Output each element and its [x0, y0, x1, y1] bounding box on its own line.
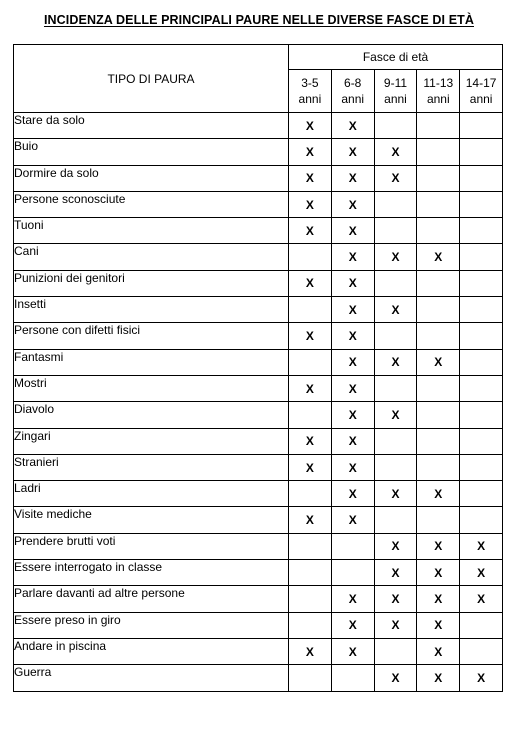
empty-cell [417, 165, 460, 191]
empty-cell [460, 165, 503, 191]
table-body [14, 113, 503, 692]
incidence-mark: X [289, 507, 332, 533]
fear-type-label: Essere interrogato in classe [14, 560, 289, 586]
fear-type-label: Punizioni dei genitori [14, 270, 289, 296]
empty-cell [460, 454, 503, 480]
table-row [14, 165, 503, 191]
age-range-value: 14-17 [465, 76, 497, 90]
empty-cell [289, 533, 332, 559]
fear-type-label: Parlare davanti ad altre persone [14, 586, 289, 612]
incidence-mark: X [289, 191, 332, 217]
incidence-mark: X [417, 638, 460, 664]
table-row [14, 113, 503, 139]
empty-cell [289, 586, 332, 612]
incidence-mark: X [374, 297, 417, 323]
empty-cell [374, 375, 417, 401]
incidence-mark: X [331, 375, 374, 401]
empty-cell [417, 402, 460, 428]
table-row [14, 139, 503, 165]
fear-type-label: Buio [14, 139, 289, 165]
empty-cell [460, 481, 503, 507]
age-range-value: 11-13 [423, 76, 454, 90]
fear-type-label: Persone sconosciute [14, 191, 289, 217]
fear-type-label: Diavolo [14, 402, 289, 428]
empty-cell [417, 375, 460, 401]
empty-cell [289, 349, 332, 375]
table-row [14, 560, 503, 586]
table-row [14, 638, 503, 664]
table-row [14, 586, 503, 612]
fear-type-label: Dormire da solo [14, 165, 289, 191]
empty-cell [417, 270, 460, 296]
empty-cell [460, 612, 503, 638]
empty-cell [417, 323, 460, 349]
fear-type-label: Persone con difetti fisici [14, 323, 289, 349]
empty-cell [460, 349, 503, 375]
age-range-value: 6-8 [344, 76, 362, 90]
empty-cell [289, 560, 332, 586]
incidence-mark: X [331, 586, 374, 612]
fear-type-label: Guerra [14, 665, 289, 691]
age-range-unit: anni [384, 92, 407, 106]
incidence-mark: X [331, 244, 374, 270]
incidence-mark: X [289, 165, 332, 191]
incidence-mark: X [289, 323, 332, 349]
incidence-mark: X [331, 270, 374, 296]
empty-cell [460, 375, 503, 401]
table-row [14, 297, 503, 323]
incidence-mark: X [417, 586, 460, 612]
incidence-mark: X [374, 139, 417, 165]
table-row [14, 428, 503, 454]
incidence-mark: X [331, 297, 374, 323]
table-row [14, 454, 503, 480]
incidence-mark: X [289, 218, 332, 244]
fear-type-label: Ladri [14, 481, 289, 507]
incidence-mark: X [374, 612, 417, 638]
fear-type-label: Stranieri [14, 454, 289, 480]
incidence-mark: X [331, 191, 374, 217]
incidence-mark: X [289, 375, 332, 401]
empty-cell [460, 402, 503, 428]
empty-cell [289, 244, 332, 270]
incidence-mark: X [331, 481, 374, 507]
age-range-header [460, 70, 503, 113]
empty-cell [374, 323, 417, 349]
fear-type-label: Mostri [14, 375, 289, 401]
empty-cell [460, 139, 503, 165]
column-header-fear-type: TIPO DI PAURA [14, 45, 289, 113]
empty-cell [289, 297, 332, 323]
fear-type-label: Zingari [14, 428, 289, 454]
table-row [14, 507, 503, 533]
document-title-text: INCIDENZA DELLE PRINCIPALI PAURE NELLE DIVERSE FASCE DI ETÀ [43, 13, 474, 27]
age-range-header [374, 70, 417, 113]
empty-cell [374, 428, 417, 454]
incidence-mark: X [331, 402, 374, 428]
incidence-mark: X [331, 113, 374, 139]
table-row [14, 612, 503, 638]
empty-cell [289, 481, 332, 507]
table-row [14, 323, 503, 349]
age-range-value: 3-5 [301, 76, 319, 90]
incidence-mark: X [331, 428, 374, 454]
incidence-mark: X [331, 165, 374, 191]
fear-type-label: Visite mediche [14, 507, 289, 533]
age-range-header [417, 70, 460, 113]
document-title [0, 13, 518, 27]
incidence-mark: X [417, 533, 460, 559]
age-range-unit: anni [298, 92, 322, 106]
fear-type-label: Insetti [14, 297, 289, 323]
incidence-mark: X [417, 560, 460, 586]
empty-cell [374, 507, 417, 533]
age-range-header [331, 70, 374, 113]
age-range-header [289, 70, 332, 113]
incidence-mark: X [417, 481, 460, 507]
fear-type-label: Tuoni [14, 218, 289, 244]
age-range-unit: anni [469, 92, 493, 106]
empty-cell [374, 191, 417, 217]
incidence-mark: X [374, 349, 417, 375]
age-range-unit: anni [341, 92, 365, 106]
empty-cell [460, 113, 503, 139]
empty-cell [331, 560, 374, 586]
incidence-mark: X [289, 428, 332, 454]
table-row [14, 191, 503, 217]
incidence-mark: X [289, 139, 332, 165]
fear-type-label: Cani [14, 244, 289, 270]
incidence-mark: X [289, 454, 332, 480]
table-row [14, 481, 503, 507]
table-row [14, 244, 503, 270]
empty-cell [374, 113, 417, 139]
empty-cell [374, 218, 417, 244]
incidence-mark: X [417, 612, 460, 638]
incidence-mark: X [374, 165, 417, 191]
empty-cell [460, 428, 503, 454]
table-row [14, 375, 503, 401]
incidence-mark: X [331, 638, 374, 664]
table-row [14, 665, 503, 691]
fear-type-label: Prendere brutti voti [14, 533, 289, 559]
incidence-mark: X [331, 612, 374, 638]
table-row [14, 402, 503, 428]
incidence-mark: X [289, 113, 332, 139]
empty-cell [460, 191, 503, 217]
empty-cell [374, 454, 417, 480]
incidence-mark: X [417, 244, 460, 270]
table-row [14, 533, 503, 559]
incidence-mark: X [374, 533, 417, 559]
empty-cell [374, 638, 417, 664]
empty-cell [460, 218, 503, 244]
incidence-mark: X [374, 560, 417, 586]
empty-cell [417, 139, 460, 165]
table-row [14, 349, 503, 375]
empty-cell [289, 402, 332, 428]
fear-type-label: Fantasmi [14, 349, 289, 375]
empty-cell [331, 533, 374, 559]
empty-cell [331, 665, 374, 691]
incidence-mark: X [417, 349, 460, 375]
incidence-mark: X [331, 323, 374, 349]
incidence-mark: X [331, 507, 374, 533]
empty-cell [374, 270, 417, 296]
fear-type-label: Stare da solo [14, 113, 289, 139]
empty-cell [417, 297, 460, 323]
empty-cell [417, 218, 460, 244]
incidence-mark: X [374, 481, 417, 507]
empty-cell [417, 191, 460, 217]
incidence-mark: X [331, 218, 374, 244]
empty-cell [460, 638, 503, 664]
incidence-mark: X [460, 560, 503, 586]
incidence-mark: X [331, 349, 374, 375]
empty-cell [460, 244, 503, 270]
incidence-mark: X [289, 270, 332, 296]
incidence-mark: X [374, 244, 417, 270]
empty-cell [460, 323, 503, 349]
empty-cell [417, 113, 460, 139]
fear-incidence-table [13, 44, 503, 692]
age-range-value: 9-11 [383, 76, 408, 90]
incidence-mark: X [460, 665, 503, 691]
column-group-header-age-ranges: Fasce di età [289, 45, 503, 70]
incidence-mark: X [374, 402, 417, 428]
fear-type-label: Essere preso in giro [14, 612, 289, 638]
incidence-mark: X [417, 665, 460, 691]
empty-cell [289, 612, 332, 638]
fear-type-label: Andare in piscina [14, 638, 289, 664]
empty-cell [460, 507, 503, 533]
empty-cell [289, 665, 332, 691]
incidence-mark: X [460, 586, 503, 612]
empty-cell [460, 297, 503, 323]
table-row [14, 218, 503, 244]
empty-cell [417, 428, 460, 454]
empty-cell [417, 507, 460, 533]
age-range-unit: anni [426, 92, 450, 106]
incidence-mark: X [374, 665, 417, 691]
incidence-mark: X [460, 533, 503, 559]
incidence-mark: X [374, 586, 417, 612]
incidence-mark: X [331, 139, 374, 165]
table-row [14, 270, 503, 296]
incidence-mark: X [331, 454, 374, 480]
incidence-mark: X [289, 638, 332, 664]
empty-cell [460, 270, 503, 296]
empty-cell [417, 454, 460, 480]
